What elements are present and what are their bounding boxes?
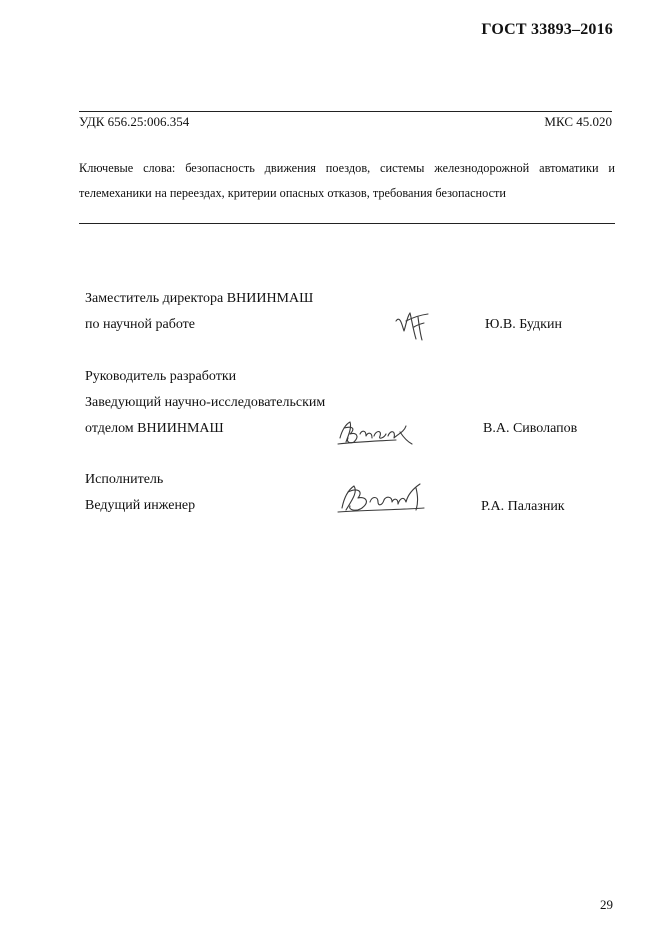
signatory-3-name: Р.А. Палазник [481, 499, 565, 514]
signatory-3-line-1: Исполнитель [85, 472, 164, 487]
signatory-2-line-1: Руководитель разработки [85, 369, 237, 384]
signature-3-image [336, 480, 428, 516]
signatory-2-position [85, 364, 325, 442]
signatory-1-name: Ю.В. Будкин [485, 317, 562, 332]
standard-code: ГОСТ 33893–2016 [481, 21, 613, 38]
signatory-1-position [85, 286, 313, 338]
signature-1-image [392, 305, 432, 343]
signatory-2-name: В.А. Сиволапов [483, 421, 578, 436]
signatory-1-line-2: по научной работе [85, 317, 195, 332]
page-number: 29 [600, 897, 613, 912]
signatory-3-line-2: Ведущий инженер [85, 498, 196, 513]
signatory-1-line-1: Заместитель директора ВНИИНМАШ [85, 291, 314, 306]
signature-2-image [336, 414, 418, 448]
top-divider [79, 111, 612, 112]
keywords-paragraph: Ключевые слова: безопасность движения поездов, системы железнодорожной автоматики и телемеханики на переездах, критерии опасных отказов, требования безопасности [79, 161, 615, 200]
signatory-2-line-3: отделом ВНИИНМАШ [85, 421, 224, 436]
mks-code: МКС 45.020 [544, 114, 612, 129]
udk-code: УДК 656.25:006.354 [79, 114, 190, 129]
bottom-divider [79, 223, 615, 224]
signatory-2-line-2: Заведующий научно-исследовательским [85, 395, 326, 410]
signatory-3-position [85, 467, 195, 519]
